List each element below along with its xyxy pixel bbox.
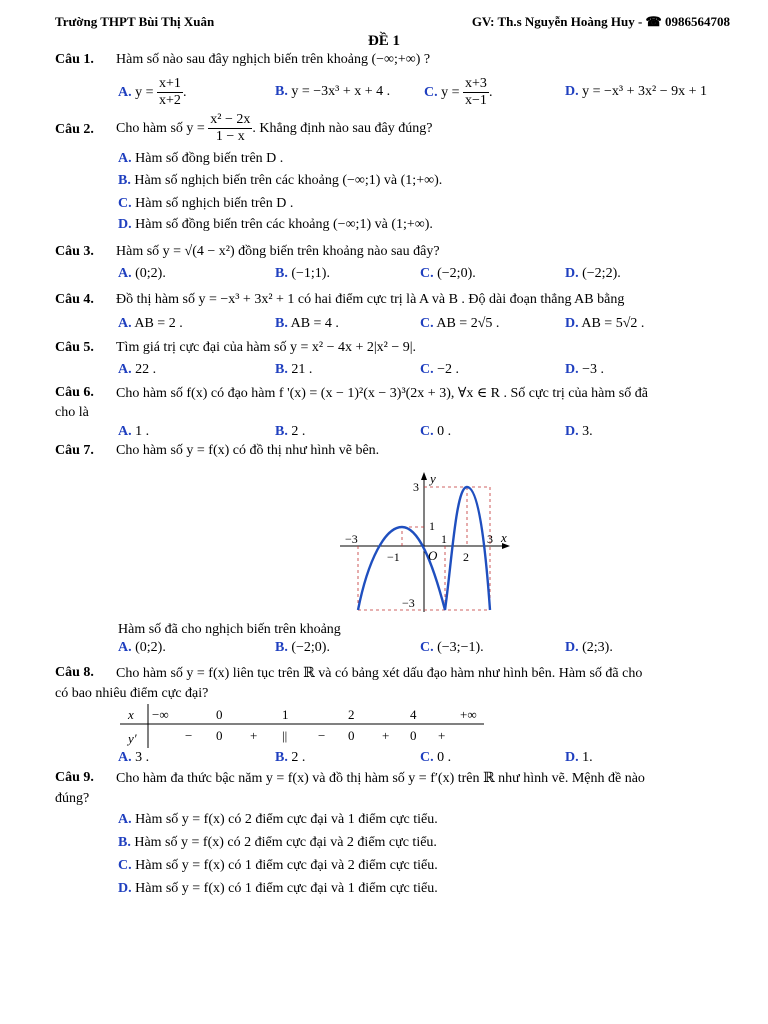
q9-text: Cho hàm đa thức bậc năm y = f(x) và đồ thị hàm số y = f′(x) trên ℝ như hình vẽ. Mệnh đề nào [116,771,645,786]
q1-number: Câu 1. [55,52,94,67]
q1-option-c[interactable] [424,76,492,109]
q3-option-a[interactable] [118,266,166,282]
tick-x-2: 2 [463,550,469,564]
table-y-8: + [438,728,446,743]
option-text: 2 . [291,424,306,439]
q7-graph [330,466,520,616]
option-label: B. [275,84,288,99]
option-text: AB = 2 . [134,316,183,331]
q6-text-cont: cho là [55,405,89,420]
option-label: C. [118,858,132,873]
option-label: C. [424,84,438,100]
q9-option-b[interactable] [118,835,437,851]
q6-text: Cho hàm số f(x) có đạo hàm f '(x) = (x − 1)²(x − 3)³(2x + 3), ∀x ∈ R . Số cực trị của hàm số đã [116,386,648,401]
q7-option-b[interactable] [275,640,330,656]
q2-text [116,112,432,145]
q4-option-c[interactable] [420,316,499,332]
table-y-header: y′ [128,731,137,746]
option-label: C. [420,750,434,765]
table-y-7: 0 [410,728,417,743]
option-label: A. [118,84,132,100]
option-text: y = −x³ + 3x² − 9x + 1 [582,84,707,99]
q6-option-d[interactable] [565,424,593,440]
option-text: 0 . [437,424,452,439]
option-label: D. [565,750,579,765]
denominator: 1 − x [215,129,245,145]
option-text: Hàm số y = f(x) có 2 điểm cực đại và 2 điểm cực tiểu. [134,835,437,850]
q5-option-d[interactable] [565,362,604,378]
tick-y-3: 3 [413,480,419,494]
q2-text-y: y = [186,120,205,136]
option-label: C. [118,196,132,211]
q8-option-b[interactable] [275,750,305,766]
option-text: Hàm số đồng biến trên D . [135,151,284,166]
option-label: A. [118,750,132,765]
option-text: (−2;2). [582,266,621,281]
q8-option-c[interactable] [420,750,451,766]
option-text: 21 . [291,362,313,377]
q6-number: Câu 6. [55,385,94,400]
school-name: Trường THPT Bùi Thị Xuân [55,14,215,29]
option-text: (−2;0). [291,640,330,655]
option-text: 3 . [135,750,150,765]
q9-option-c[interactable] [118,858,438,874]
table-y-5: 0 [348,728,355,743]
q7-option-c[interactable] [420,640,484,656]
q7-number: Câu 7. [55,443,94,458]
option-label: D. [565,316,579,331]
q5-number: Câu 5. [55,340,94,355]
q1-option-b[interactable] [275,84,390,100]
q3-option-d[interactable] [565,266,621,282]
table-y-4: − [318,728,326,743]
table-y-0: − [185,728,193,743]
q5-text: Tìm giá trị cực đại của hàm số y = x² − 4x + 2|x² − 9|. [116,340,417,355]
q5-option-b[interactable] [275,362,312,378]
q8-text: Cho hàm số y = f(x) liên tục trên ℝ và có bảng xét dấu đạo hàm như hình bên. Hàm số đã cho [116,666,643,681]
option-expr: y = [441,84,460,100]
table-y-2: + [250,728,258,743]
option-text: (−2;0). [437,266,476,281]
tick-x-m3: −3 [345,532,358,546]
option-label: D. [565,266,579,281]
numerator: x² − 2x [208,112,252,129]
option-text: Hàm số đồng biến trên các khoảng (−∞;1) và (1;+∞). [135,217,433,232]
option-text: Hàm số y = f(x) có 1 điểm cực đại và 1 điểm cực tiểu. [135,881,438,896]
q2-number: Câu 2. [55,122,94,137]
option-label: D. [565,424,579,439]
option-label: C. [420,362,434,377]
q3-number: Câu 3. [55,244,94,259]
y-label: y [430,471,436,486]
teacher-info: GV: Th.s Nguyễn Hoàng Huy - ☎ 0986564708 [471,14,730,29]
page-header [55,14,730,32]
option-text: 1. [582,750,593,765]
q6-option-a[interactable] [118,424,149,440]
q9-text-cont: đúng? [55,791,90,806]
exam-title: ĐỀ 1 [367,33,401,49]
q4-option-a[interactable] [118,316,183,332]
option-label: A. [118,812,132,827]
q8-option-d[interactable] [565,750,593,766]
tick-x-m1: −1 [387,550,400,564]
option-label: D. [565,84,579,99]
table-x-2: 1 [282,707,289,722]
option-label: B. [118,835,131,850]
numerator: x+3 [463,76,489,93]
q8-number: Câu 8. [55,665,94,680]
option-text: (−3;−1). [437,640,484,655]
tick-x-1: 1 [441,532,447,546]
option-label: B. [275,750,288,765]
y-axis-arrow [421,472,427,480]
option-text: −3 . [582,362,605,377]
option-label: B. [275,640,288,655]
q3-option-b[interactable] [275,266,330,282]
tick-y-1: 1 [429,519,435,533]
q9-number: Câu 9. [55,770,94,785]
q2-option-d[interactable] [118,217,433,233]
option-label: D. [565,362,579,377]
option-text: 3. [582,424,593,439]
option-text: 2 . [291,750,306,765]
q9-option-a[interactable] [118,812,438,828]
option-label: A. [118,316,132,331]
numerator: x+1 [157,76,183,93]
option-expr: . [182,84,187,100]
q5-option-a[interactable] [118,362,156,378]
option-text: (0;2). [135,640,166,655]
table-x-1: 0 [216,707,223,722]
option-label: A. [118,266,132,281]
option-label: A. [118,151,132,166]
option-text: y = −3x³ + x + 4 . [291,84,391,99]
option-label: C. [420,424,434,439]
option-label: B. [118,173,131,188]
q4-text: Đồ thị hàm số y = −x³ + 3x² + 1 có hai điểm cực trị là A và B . Độ dài đoạn thẳng AB bằng [116,292,625,307]
table-y-1: 0 [216,728,223,743]
option-label: D. [565,640,579,655]
q8-text-cont: có bao nhiêu điểm cực đại? [55,686,209,701]
option-text: 0 . [437,750,452,765]
q8-sign-table [118,702,488,750]
denominator: x+2 [159,93,181,109]
q2-option-a[interactable] [118,151,283,167]
q4-number: Câu 4. [55,292,94,307]
table-x-header: x [128,707,134,722]
q1-text: Hàm số nào sau đây nghịch biến trên khoảng (−∞;+∞) ? [116,52,431,67]
table-x-0: −∞ [152,707,169,722]
q4-option-b[interactable] [275,316,339,332]
q3-text: Hàm số y = √(4 − x²) đồng biến trên khoảng nào sau đây? [116,244,440,259]
option-text: (−1;1). [291,266,330,281]
table-x-4: 4 [410,707,417,722]
q2-option-c[interactable] [118,196,293,212]
q3-option-c[interactable] [420,266,476,282]
option-text: −2 . [437,362,460,377]
option-label: A. [118,640,132,655]
table-y-6: + [382,728,390,743]
option-label: B. [275,316,288,331]
q7-option-d[interactable] [565,640,613,656]
option-text: Hàm số nghịch biến trên D . [135,196,294,211]
q7-option-a[interactable] [118,640,166,656]
q2-text-pre: Cho hàm số [116,120,183,136]
origin-label: O [428,548,438,563]
option-text: (2;3). [582,640,613,655]
q6-option-b[interactable] [275,424,305,440]
q7-text: Cho hàm số y = f(x) có đồ thị như hình vẽ bên. [116,443,380,458]
denominator: x−1 [465,93,487,109]
option-text: AB = 4 . [290,316,339,331]
q1-option-d[interactable] [565,84,707,100]
option-text: AB = 5√2 . [581,316,645,331]
q9-option-d[interactable] [118,881,438,897]
table-x-5: +∞ [460,707,477,722]
q4-option-d[interactable] [565,316,644,332]
option-label: D. [118,881,132,896]
option-expr: . [488,84,493,100]
option-label: C. [420,266,434,281]
q8-option-a[interactable] [118,750,149,766]
table-y-3: || [282,728,288,743]
option-text: Hàm số y = f(x) có 1 điểm cực đại và 2 điểm cực tiểu. [135,858,438,873]
option-label: B. [275,424,288,439]
option-label: B. [275,266,288,281]
option-label: C. [420,640,434,655]
option-label: D. [118,217,132,232]
option-expr: y = [135,84,154,100]
option-label: A. [118,362,132,377]
q2-text-post: . Khẳng định nào sau đây đúng? [252,120,433,136]
table-x-3: 2 [348,707,355,722]
option-text: 1 . [135,424,150,439]
option-label: B. [275,362,288,377]
x-label: x [501,530,507,545]
tick-x-3: 3 [487,532,493,546]
tick-y-m3: −3 [402,596,415,610]
option-label: C. [420,316,434,331]
q2-option-b[interactable] [118,173,442,189]
q5-option-c[interactable] [420,362,459,378]
option-text: Hàm số nghịch biến trên các khoảng (−∞;1) và (1;+∞). [134,173,443,188]
q7-text-after: Hàm số đã cho nghịch biến trên khoảng [118,622,341,637]
option-text: 22 . [135,362,157,377]
option-text: (0;2). [135,266,166,281]
option-text: AB = 2√5 . [436,316,500,331]
q6-option-c[interactable] [420,424,451,440]
option-label: A. [118,424,132,439]
option-text: Hàm số y = f(x) có 2 điểm cực đại và 1 điểm cực tiểu. [135,812,438,827]
q1-option-a[interactable] [118,76,186,109]
